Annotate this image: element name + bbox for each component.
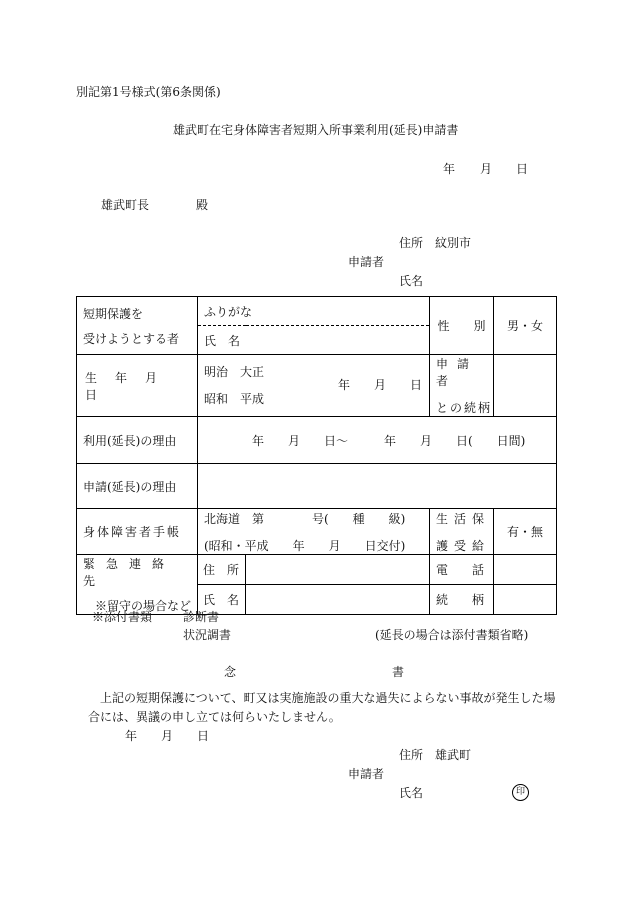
date-day: 日 xyxy=(516,162,529,176)
applicant-address-label: 住所 xyxy=(399,236,424,250)
dob-cell[interactable] xyxy=(198,355,430,417)
relation-label-b: との続柄 xyxy=(436,401,493,415)
phone-label-cell xyxy=(430,555,494,585)
handbook-line2: (昭和・平成 年 月 日交付) xyxy=(204,538,406,553)
document-title: 雄武町在宅身体障害者短期入所事業利用(延長)申請書 xyxy=(173,123,459,137)
relation2-value-cell[interactable] xyxy=(494,585,557,615)
addressee: 雄武町長 xyxy=(101,198,150,212)
name-label: 氏 名 xyxy=(204,333,241,348)
welfare-label-cell xyxy=(430,509,494,555)
em-address-label: 住 所 xyxy=(203,563,240,577)
dob-label-cell xyxy=(77,355,198,417)
pledge-body-line1: 上記の短期保護について、町又は実施施設の重大な過失によらない事故が発生した場 xyxy=(100,691,556,705)
use-reason-label: 利用(延長)の理由 xyxy=(83,433,177,448)
handbook-label-cell xyxy=(77,509,198,555)
furigana-cell[interactable] xyxy=(198,297,430,326)
phone-label: 電 話 xyxy=(436,563,485,577)
bottom-applicant-label: 申請者 xyxy=(348,767,385,781)
bottom-address-label: 住所 xyxy=(399,748,424,762)
em-address-label-cell xyxy=(198,555,246,585)
attachments-label: ※添付書類 xyxy=(92,610,153,624)
attachments-note: (延長の場合は添付書類省略) xyxy=(375,628,529,642)
apply-reason-label: 申請(延長)の理由 xyxy=(83,479,177,494)
use-period-cell[interactable] xyxy=(198,417,557,464)
bottom-name-label: 氏名 xyxy=(399,786,424,800)
handbook-cell[interactable] xyxy=(198,509,430,555)
emergency-label-cell xyxy=(77,555,198,615)
em-name-label: 氏 名 xyxy=(203,593,240,607)
bottom-address-value: 雄武町 xyxy=(435,748,472,762)
use-reason-label-cell xyxy=(77,417,198,464)
pledge-body-line2: 合には、異議の申し立ては何らいたしません。 xyxy=(88,710,341,724)
handbook-line1: 北海道 第 号( 種 級) xyxy=(204,511,406,526)
handbook-label: 身体障害者手帳 xyxy=(83,525,182,539)
gender-label: 性 別 xyxy=(430,297,494,355)
application-table xyxy=(76,296,557,615)
welfare-label-a: 生活保 xyxy=(436,511,491,526)
pledge-title-a: 念 xyxy=(224,665,237,679)
era-line1: 明治 大正 xyxy=(204,365,265,379)
attachment-item1: 診断書 xyxy=(183,610,220,624)
seal-icon: 印 xyxy=(512,784,529,801)
use-period: 年 月 日〜 年 月 日( 日間) xyxy=(252,433,526,448)
apply-reason-label-cell xyxy=(77,464,198,509)
applicant-person-label-cell xyxy=(77,297,198,355)
em-address-value-cell[interactable] xyxy=(246,555,430,585)
dob-label: 生年月日 xyxy=(85,370,176,402)
welfare-options[interactable]: 有・無 xyxy=(494,509,557,555)
date-year: 年 xyxy=(443,162,456,176)
applicant-name-label: 氏名 xyxy=(399,274,424,288)
applicant-person-label-a: 短期保護を xyxy=(83,306,144,321)
relation2-label-cell xyxy=(430,585,494,615)
honorific: 殿 xyxy=(196,198,209,212)
dob-ymd: 年 月 日 xyxy=(338,378,423,392)
pledge-title-b: 書 xyxy=(392,665,405,679)
applicant-label: 申請者 xyxy=(348,255,385,269)
relation-value-cell[interactable] xyxy=(494,355,557,417)
emergency-note: ※留守の場合など xyxy=(95,599,192,613)
form-number: 別記第1号様式(第6条関係) xyxy=(76,85,221,99)
era-line2: 昭和 平成 xyxy=(204,392,265,406)
furigana-label: ふりがな xyxy=(204,304,253,319)
attachment-item2: 状況調書 xyxy=(183,628,232,642)
pledge-date: 年 月 日 xyxy=(125,729,210,743)
applicant-address-value: 紋別市 xyxy=(435,236,472,250)
relation2-label: 続 柄 xyxy=(436,593,485,607)
apply-reason-cell[interactable] xyxy=(198,464,557,509)
gender-options[interactable]: 男・女 xyxy=(494,297,557,355)
applicant-person-label-b: 受けようとする者 xyxy=(83,331,180,346)
date-month: 月 xyxy=(480,162,493,176)
phone-value-cell[interactable] xyxy=(494,555,557,585)
welfare-label-b: 護受給 xyxy=(436,538,491,553)
relation-label-a: 申請者 xyxy=(436,357,479,388)
em-name-value-cell[interactable] xyxy=(246,585,430,615)
relation-label-cell xyxy=(430,355,494,417)
name-cell[interactable] xyxy=(198,326,430,355)
emergency-label: 緊急連絡先 xyxy=(83,557,176,588)
